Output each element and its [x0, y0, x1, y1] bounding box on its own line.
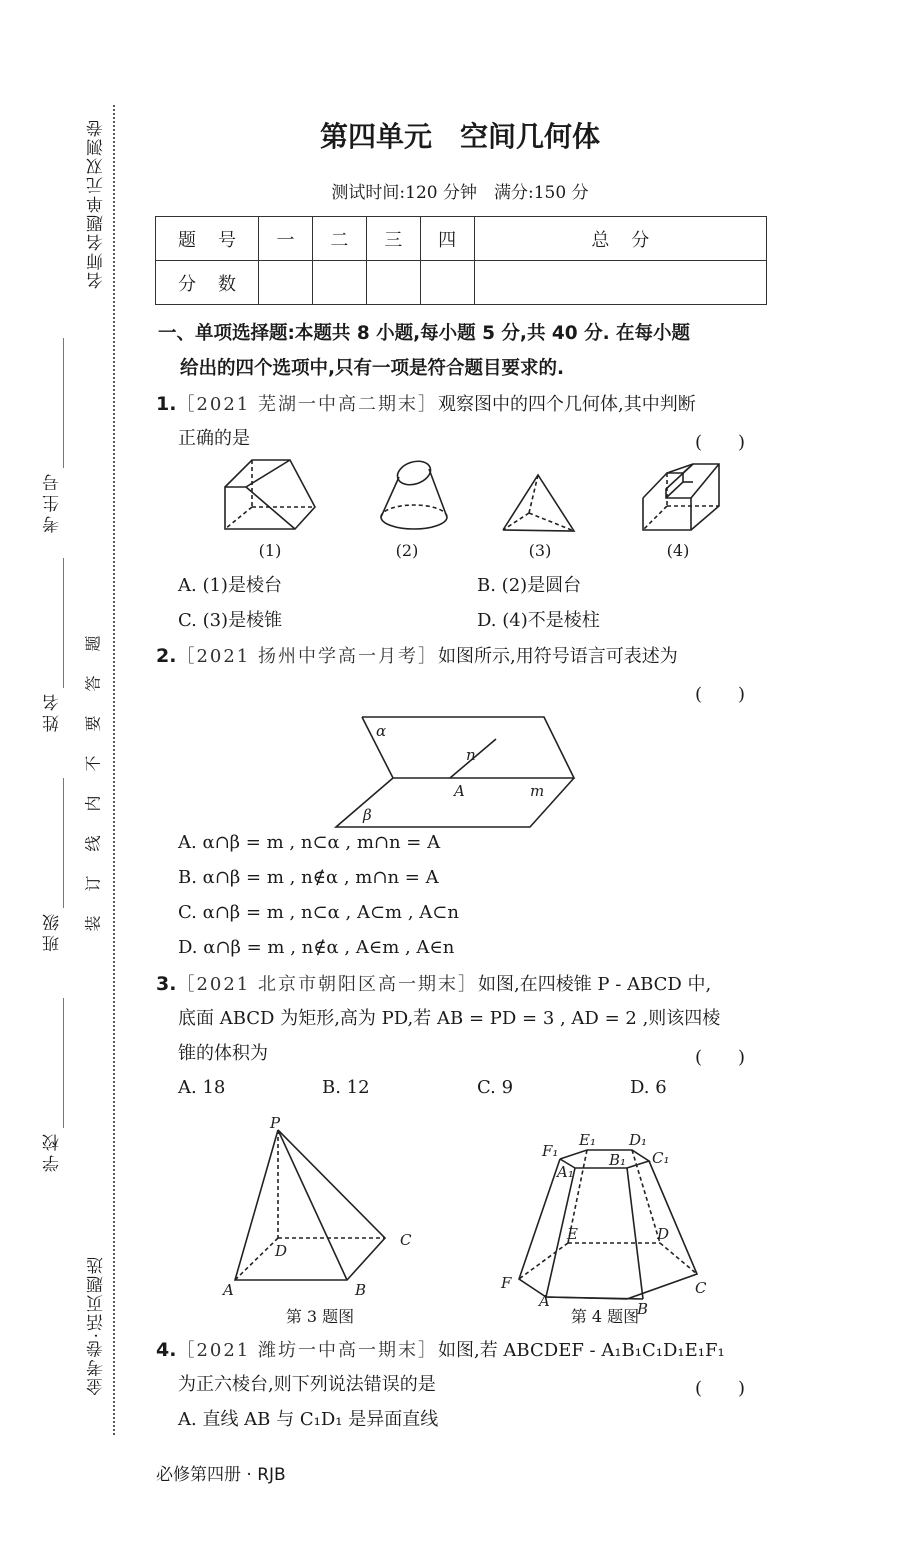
score-header-1: 一 — [259, 217, 313, 261]
label-B: B — [637, 1300, 649, 1319]
fig-caption-4: 第 4 题图 — [570, 1307, 640, 1326]
label-D: D — [657, 1225, 670, 1243]
question-number: 2. — [156, 645, 177, 667]
series-title: 名师名题单元双测卷 — [87, 118, 107, 289]
option-a[interactable]: A. (1)是棱台 — [178, 575, 282, 596]
question-text: 如图所示,用符号语言可表述为 — [437, 646, 678, 667]
score-header-total: 总分 — [474, 217, 766, 261]
field-label-school: 学校 — [43, 1130, 63, 1172]
label-n: n — [466, 746, 476, 764]
label-F1: F₁ — [542, 1142, 559, 1160]
score-header-2: 二 — [312, 217, 366, 261]
option-a[interactable]: A. 直线 AB 与 C₁D₁ 是异面直线 — [178, 1409, 439, 1430]
option-c[interactable]: C. (3)是棱锥 — [178, 610, 283, 631]
page-title: 第四单元 空间几何体 — [319, 120, 600, 153]
option-d[interactable]: D. (4)不是棱柱 — [477, 610, 600, 631]
label-A: A — [223, 1281, 234, 1299]
label-C: C — [695, 1279, 707, 1297]
figure-notched-prism — [643, 464, 719, 530]
option-d[interactable]: D. α∩β = m , n∉α , A∈m , A∈n — [178, 937, 455, 958]
binding-dotted-line — [113, 105, 115, 1435]
q1-figures — [215, 455, 735, 540]
score-table — [155, 216, 767, 305]
option-b[interactable]: B. α∩β = m , n∉α , m∩n = A — [178, 867, 439, 888]
label-E: E — [567, 1225, 578, 1243]
field-label-name: 姓名 — [43, 690, 63, 732]
warn-char: 不 — [83, 755, 103, 772]
fig-label-2: (2) — [395, 541, 419, 560]
fig-caption-3: 第 3 题图 — [285, 1307, 355, 1326]
label-B1: B₁ — [609, 1151, 627, 1169]
warn-char: 答 — [83, 675, 103, 692]
q2-figure-planes — [330, 712, 590, 830]
label-D: D — [275, 1242, 288, 1260]
exam-meta: 测试时间:120 分钟 满分:150 分 — [331, 183, 589, 203]
question-3-line2: 底面 ABCD 为矩形,高为 PD,若 AB = PD = 3 , AD = 2 ,则该四棱 — [178, 1008, 721, 1029]
answer-paren[interactable]: ( ) — [695, 684, 746, 705]
field-label-class: 班级 — [43, 910, 63, 952]
field-line-name — [63, 558, 64, 688]
option-c[interactable]: C. 9 — [477, 1077, 514, 1098]
question-text: 如图,若 ABCDEF - A₁B₁C₁D₁E₁F₁ — [437, 1340, 725, 1361]
label-m: m — [530, 782, 545, 800]
score-cell[interactable] — [420, 261, 474, 305]
q3-figure-pyramid — [215, 1110, 425, 1300]
label-A: A — [539, 1292, 550, 1311]
option-b[interactable]: B. 12 — [322, 1077, 370, 1098]
score-cell[interactable] — [474, 261, 766, 305]
question-source: ［2021 芜湖一中高二期末］ — [176, 394, 438, 415]
footer-book-label: 必修第四册 · RJB — [156, 1465, 286, 1485]
field-line-class — [63, 778, 64, 908]
score-header-label: 题号 — [156, 217, 259, 261]
question-3-line1 — [156, 966, 711, 1003]
warn-char: 内 — [83, 795, 103, 812]
figure-frustum-hexagon — [225, 460, 315, 529]
score-row-label: 分数 — [156, 261, 259, 305]
question-text: 观察图中的四个几何体,其中判断 — [437, 394, 696, 415]
answer-paren[interactable]: ( ) — [695, 1047, 746, 1068]
label-F: F — [501, 1274, 512, 1292]
fig-label-3: (3) — [528, 541, 552, 560]
label-E1: E₁ — [579, 1131, 596, 1149]
question-number: 1. — [156, 393, 177, 415]
label-C: C — [400, 1231, 412, 1249]
label-A1: A₁ — [557, 1163, 574, 1181]
question-source: ［2021 北京市朝阳区高一期末］ — [176, 974, 478, 995]
field-line-school — [63, 998, 64, 1128]
fig-label-1: (1) — [258, 541, 282, 560]
question-source: ［2021 潍坊一中高一期末］ — [176, 1340, 438, 1361]
answer-paren[interactable]: ( ) — [695, 432, 746, 453]
field-label-exam-no: 考生号 — [43, 470, 63, 533]
warn-char: 要 — [83, 715, 103, 732]
label-D1: D₁ — [629, 1131, 648, 1149]
label-P: P — [270, 1114, 281, 1132]
figure-tetrahedron — [503, 475, 574, 531]
field-line-exam-no — [63, 338, 64, 468]
question-number: 3. — [156, 973, 177, 995]
score-header-3: 三 — [366, 217, 420, 261]
label-A: A — [454, 782, 465, 800]
option-d[interactable]: D. 6 — [630, 1077, 667, 1098]
label-beta: β — [363, 806, 372, 824]
figure-frustum-cone — [381, 457, 447, 529]
answer-paren[interactable]: ( ) — [695, 1378, 746, 1399]
score-header-4: 四 — [420, 217, 474, 261]
question-4-line2: 为正六棱台,则下列说法错误的是 — [178, 1374, 436, 1395]
label-alpha: α — [376, 722, 387, 740]
score-cell[interactable] — [259, 261, 313, 305]
question-3-line3: 锥的体积为 — [178, 1043, 268, 1064]
warn-char: 订 — [83, 875, 103, 892]
warn-char: 装 — [83, 915, 103, 932]
brand-title: 金考卷·活页题选 — [87, 1255, 107, 1396]
question-2-line1 — [156, 638, 678, 675]
question-4-line1 — [156, 1332, 725, 1369]
warn-char: 题 — [83, 635, 103, 652]
label-C1: C₁ — [652, 1149, 670, 1167]
question-number: 4. — [156, 1339, 177, 1361]
label-B: B — [355, 1281, 367, 1299]
score-cell[interactable] — [312, 261, 366, 305]
option-a[interactable]: A. α∩β = m , n⊂α , m∩n = A — [178, 832, 441, 853]
question-text: 如图,在四棱锥 P - ABCD 中, — [477, 974, 712, 995]
option-c[interactable]: C. α∩β = m , n⊂α , A⊂m , A⊂n — [178, 902, 459, 923]
section-heading-line2: 给出的四个选项中,只有一项是符合题目要求的. — [180, 358, 565, 379]
question-1-line2: 正确的是 — [178, 428, 250, 449]
option-b[interactable]: B. (2)是圆台 — [477, 575, 582, 596]
fig-label-4: (4) — [666, 541, 690, 560]
score-cell[interactable] — [366, 261, 420, 305]
section-heading-line1: 一、单项选择题:本题共 8 小题,每小题 5 分,共 40 分. 在每小题 — [158, 323, 691, 344]
option-a[interactable]: A. 18 — [178, 1077, 226, 1098]
question-1-line1 — [156, 386, 696, 423]
warn-char: 线 — [83, 835, 103, 852]
question-source: ［2021 扬州中学高一月考］ — [176, 646, 438, 667]
